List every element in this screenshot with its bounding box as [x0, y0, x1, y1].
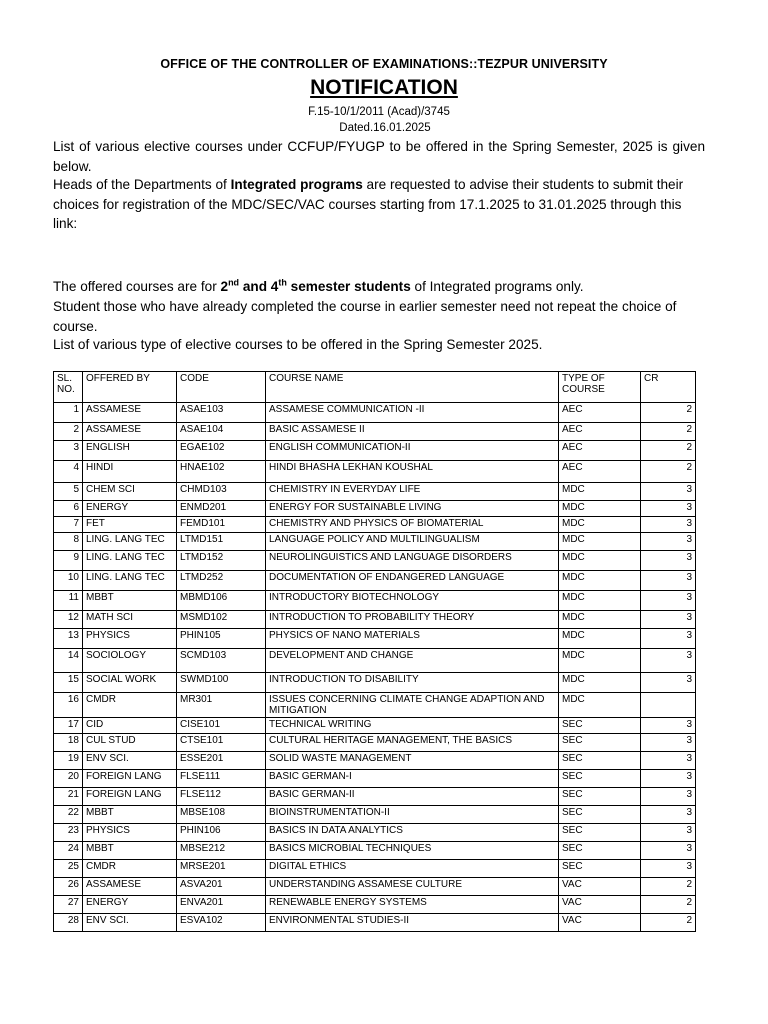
cell-credits: 3 — [641, 673, 696, 693]
semester-2-suffix: nd — [228, 277, 240, 288]
semester-2-number: 2 — [220, 279, 229, 294]
table-row — [54, 693, 696, 718]
cell-code: MBSE108 — [177, 806, 266, 824]
cell-credits: 3 — [641, 517, 696, 533]
cell-offered-by: SOCIAL WORK — [83, 673, 177, 693]
table-row — [54, 461, 696, 483]
table-row — [54, 403, 696, 423]
cell-sl-no: 18 — [54, 734, 83, 752]
table-row — [54, 423, 696, 441]
cell-course-name: DEVELOPMENT AND CHANGE — [266, 649, 559, 673]
cell-sl-no: 10 — [54, 571, 83, 591]
cell-credits: 3 — [641, 842, 696, 860]
table-row — [54, 806, 696, 824]
semester-and: and — [239, 279, 271, 294]
cell-type: SEC — [559, 842, 641, 860]
cell-code: MBMD106 — [177, 591, 266, 611]
cell-course-name: DOCUMENTATION OF ENDANGERED LANGUAGE — [266, 571, 559, 591]
cell-sl-no: 7 — [54, 517, 83, 533]
notification-title-text: NOTIFICATION — [310, 76, 458, 99]
cell-credits: 3 — [641, 770, 696, 788]
cell-code: PHIN105 — [177, 629, 266, 649]
cell-sl-no: 8 — [54, 533, 83, 551]
cell-credits: 3 — [641, 611, 696, 629]
cell-course-name: INTRODUCTION TO PROBABILITY THEORY — [266, 611, 559, 629]
cell-code: MSMD102 — [177, 611, 266, 629]
cell-sl-no: 14 — [54, 649, 83, 673]
table-row — [54, 629, 696, 649]
cell-credits — [641, 693, 696, 718]
cell-credits: 2 — [641, 441, 696, 461]
cell-offered-by: PHYSICS — [83, 629, 177, 649]
table-row — [54, 533, 696, 551]
cell-offered-by: MBBT — [83, 591, 177, 611]
courses-table — [53, 371, 696, 932]
table-row — [54, 501, 696, 517]
cell-course-name: PHYSICS OF NANO MATERIALS — [266, 629, 559, 649]
cell-credits: 2 — [641, 403, 696, 423]
cell-sl-no: 19 — [54, 752, 83, 770]
list-intro-paragraph: List of various type of elective courses to be offered in the Spring Semester 2025. — [53, 337, 543, 352]
cell-credits: 2 — [641, 423, 696, 441]
table-row — [54, 673, 696, 693]
cell-type: MDC — [559, 611, 641, 629]
cell-offered-by: CUL STUD — [83, 734, 177, 752]
cell-credits: 3 — [641, 483, 696, 501]
cell-sl-no: 12 — [54, 611, 83, 629]
cell-offered-by: ENERGY — [83, 896, 177, 914]
cell-sl-no: 16 — [54, 693, 83, 718]
cell-sl-no: 11 — [54, 591, 83, 611]
cell-credits: 2 — [641, 461, 696, 483]
semester-4-number: 4 — [270, 279, 279, 294]
table-row — [54, 752, 696, 770]
cell-sl-no: 22 — [54, 806, 83, 824]
reference-number: F.15-10/1/2011 (Acad)/3745 — [308, 106, 450, 118]
cell-credits: 3 — [641, 860, 696, 878]
cell-credits: 2 — [641, 914, 696, 932]
office-heading: OFFICE OF THE CONTROLLER OF EXAMINATIONS::TEZPUR UNIVERSITY — [160, 57, 608, 71]
cell-course-name: CHEMISTRY IN EVERYDAY LIFE — [266, 483, 559, 501]
cell-offered-by: ASSAMESE — [83, 403, 177, 423]
cell-code: LTMD252 — [177, 571, 266, 591]
cell-type: MDC — [559, 533, 641, 551]
cell-code: MRSE201 — [177, 860, 266, 878]
cell-course-name: ENERGY FOR SUSTAINABLE LIVING — [266, 501, 559, 517]
cell-course-name: ENGLISH COMMUNICATION-II — [266, 441, 559, 461]
table-row — [54, 896, 696, 914]
cell-credits: 3 — [641, 824, 696, 842]
table-row — [54, 718, 696, 734]
cell-offered-by: CID — [83, 718, 177, 734]
cell-sl-no: 23 — [54, 824, 83, 842]
table-header-row — [54, 372, 696, 403]
cell-code: ESSE201 — [177, 752, 266, 770]
cell-course-name: BASIC GERMAN-I — [266, 770, 559, 788]
cell-type: VAC — [559, 896, 641, 914]
cell-type: SEC — [559, 860, 641, 878]
cell-code: ASAE104 — [177, 423, 266, 441]
semester-2 — [221, 279, 411, 294]
cell-offered-by: FOREIGN LANG — [83, 770, 177, 788]
cell-type: AEC — [559, 403, 641, 423]
cell-course-name: ASSAMESE COMMUNICATION -II — [266, 403, 559, 423]
table-row — [54, 483, 696, 501]
cell-credits: 3 — [641, 718, 696, 734]
table-row — [54, 914, 696, 932]
cell-type: AEC — [559, 461, 641, 483]
cell-type: VAC — [559, 914, 641, 932]
cell-course-name: UNDERSTANDING ASSAMESE CULTURE — [266, 878, 559, 896]
cell-type: MDC — [559, 693, 641, 718]
cell-credits: 3 — [641, 788, 696, 806]
repeat-note-paragraph: Student those who have already completed the course in earlier semester need not repeat the choice of course. — [53, 299, 677, 334]
cell-offered-by: LING. LANG TEC — [83, 571, 177, 591]
cell-code: ASVA201 — [177, 878, 266, 896]
cell-type: AEC — [559, 423, 641, 441]
cell-course-name: BASIC GERMAN-II — [266, 788, 559, 806]
table-row — [54, 824, 696, 842]
cell-code: FLSE112 — [177, 788, 266, 806]
cell-code: CTSE101 — [177, 734, 266, 752]
cell-offered-by: CHEM SCI — [83, 483, 177, 501]
cell-sl-no: 9 — [54, 551, 83, 571]
semester-4-suffix: th — [278, 277, 287, 288]
cell-course-name: CHEMISTRY AND PHYSICS OF BIOMATERIAL — [266, 517, 559, 533]
cell-type: SEC — [559, 806, 641, 824]
header-course-name: COURSE NAME — [266, 372, 559, 403]
eligibility-prefix: The offered courses are for — [53, 279, 221, 294]
cell-offered-by: CMDR — [83, 860, 177, 878]
table-row — [54, 649, 696, 673]
cell-credits: 3 — [641, 752, 696, 770]
cell-sl-no: 20 — [54, 770, 83, 788]
cell-credits: 3 — [641, 571, 696, 591]
cell-code: ESVA102 — [177, 914, 266, 932]
cell-code: LTMD151 — [177, 533, 266, 551]
eligibility-suffix: of Integrated programs only. — [410, 279, 584, 294]
cell-type: AEC — [559, 441, 641, 461]
cell-code: FEMD101 — [177, 517, 266, 533]
eligibility-paragraph — [53, 277, 705, 297]
cell-type: MDC — [559, 649, 641, 673]
cell-course-name: DIGITAL ETHICS — [266, 860, 559, 878]
cell-course-name: LANGUAGE POLICY AND MULTILINGUALISM — [266, 533, 559, 551]
cell-type: SEC — [559, 824, 641, 842]
cell-type: MDC — [559, 501, 641, 517]
cell-sl-no: 15 — [54, 673, 83, 693]
cell-credits: 3 — [641, 649, 696, 673]
notification-title — [0, 76, 768, 100]
cell-code: HNAE102 — [177, 461, 266, 483]
table-row — [54, 611, 696, 629]
cell-sl-no: 1 — [54, 403, 83, 423]
cell-code: PHIN106 — [177, 824, 266, 842]
cell-type: MDC — [559, 517, 641, 533]
table-row — [54, 517, 696, 533]
table-row — [54, 734, 696, 752]
instruction-suffix: are requested to advise their students to submit their choices for registration of the MDC/SEC/VAC courses starting from 17.1.2025 to 31.01.2025 through this link: — [53, 177, 684, 231]
cell-sl-no: 26 — [54, 878, 83, 896]
table-row — [54, 571, 696, 591]
table-row — [54, 551, 696, 571]
cell-offered-by: ENGLISH — [83, 441, 177, 461]
cell-course-name: CULTURAL HERITAGE MANAGEMENT, THE BASICS — [266, 734, 559, 752]
header-offered-by: OFFERED BY — [83, 372, 177, 403]
header-code: CODE — [177, 372, 266, 403]
cell-type: MDC — [559, 629, 641, 649]
cell-code: ASAE103 — [177, 403, 266, 423]
cell-course-name: HINDI BHASHA LEKHAN KOUSHAL — [266, 461, 559, 483]
cell-offered-by: FET — [83, 517, 177, 533]
cell-course-name: BASICS IN DATA ANALYTICS — [266, 824, 559, 842]
cell-course-name: RENEWABLE ENERGY SYSTEMS — [266, 896, 559, 914]
cell-offered-by: ENV SCI. — [83, 914, 177, 932]
table-row — [54, 860, 696, 878]
header-sl-no: SL. NO. — [54, 372, 83, 403]
instruction-prefix: Heads of the Departments of — [53, 177, 231, 192]
cell-course-name: ENVIRONMENTAL STUDIES-II — [266, 914, 559, 932]
instruction-paragraph — [53, 175, 705, 234]
cell-code: CHMD103 — [177, 483, 266, 501]
cell-sl-no: 25 — [54, 860, 83, 878]
cell-sl-no: 2 — [54, 423, 83, 441]
cell-sl-no: 6 — [54, 501, 83, 517]
cell-offered-by: SOCIOLOGY — [83, 649, 177, 673]
cell-sl-no: 4 — [54, 461, 83, 483]
cell-offered-by: CMDR — [83, 693, 177, 718]
cell-offered-by: MBBT — [83, 806, 177, 824]
cell-credits: 2 — [641, 896, 696, 914]
intro-paragraph: List of various elective courses under CCFUP/FYUGP to be offered in the Spring Semester, 2025 is given below. — [53, 139, 705, 174]
table-row — [54, 878, 696, 896]
cell-code: MBSE212 — [177, 842, 266, 860]
cell-offered-by: ASSAMESE — [83, 878, 177, 896]
cell-sl-no: 3 — [54, 441, 83, 461]
cell-code: LTMD152 — [177, 551, 266, 571]
cell-course-name: BASIC ASSAMESE II — [266, 423, 559, 441]
cell-type: MDC — [559, 673, 641, 693]
cell-type: MDC — [559, 571, 641, 591]
table-row — [54, 842, 696, 860]
cell-sl-no: 24 — [54, 842, 83, 860]
cell-code: MR301 — [177, 693, 266, 718]
cell-offered-by: ENV SCI. — [83, 752, 177, 770]
cell-course-name: NEUROLINGUISTICS AND LANGUAGE DISORDERS — [266, 551, 559, 571]
cell-credits: 3 — [641, 501, 696, 517]
cell-course-name: TECHNICAL WRITING — [266, 718, 559, 734]
cell-offered-by: ENERGY — [83, 501, 177, 517]
cell-sl-no: 13 — [54, 629, 83, 649]
table-row — [54, 591, 696, 611]
cell-course-name: BIOINSTRUMENTATION-II — [266, 806, 559, 824]
cell-course-name: BASICS MICROBIAL TECHNIQUES — [266, 842, 559, 860]
cell-sl-no: 5 — [54, 483, 83, 501]
cell-sl-no: 27 — [54, 896, 83, 914]
cell-type: SEC — [559, 752, 641, 770]
cell-credits: 3 — [641, 806, 696, 824]
table-row — [54, 770, 696, 788]
cell-sl-no: 21 — [54, 788, 83, 806]
cell-course-name: ISSUES CONCERNING CLIMATE CHANGE ADAPTION AND MITIGATION — [266, 693, 559, 718]
notice-date: Dated.16.01.2025 — [339, 122, 431, 134]
cell-type: SEC — [559, 734, 641, 752]
cell-credits: 3 — [641, 734, 696, 752]
cell-sl-no: 17 — [54, 718, 83, 734]
cell-code: FLSE111 — [177, 770, 266, 788]
table-row — [54, 441, 696, 461]
cell-credits: 3 — [641, 551, 696, 571]
cell-offered-by: MATH SCI — [83, 611, 177, 629]
cell-code: SWMD100 — [177, 673, 266, 693]
cell-type: MDC — [559, 551, 641, 571]
cell-type: VAC — [559, 878, 641, 896]
cell-type: MDC — [559, 483, 641, 501]
cell-type: MDC — [559, 591, 641, 611]
cell-offered-by: MBBT — [83, 842, 177, 860]
cell-course-name: SOLID WASTE MANAGEMENT — [266, 752, 559, 770]
cell-type: SEC — [559, 788, 641, 806]
cell-code: SCMD103 — [177, 649, 266, 673]
cell-credits: 3 — [641, 629, 696, 649]
cell-type: SEC — [559, 718, 641, 734]
cell-offered-by: LING. LANG TEC — [83, 533, 177, 551]
cell-credits: 3 — [641, 533, 696, 551]
cell-code: CISE101 — [177, 718, 266, 734]
header-credits: CR — [641, 372, 696, 403]
cell-code: ENMD201 — [177, 501, 266, 517]
cell-course-name: INTRODUCTORY BIOTECHNOLOGY — [266, 591, 559, 611]
cell-offered-by: FOREIGN LANG — [83, 788, 177, 806]
instruction-highlight: Integrated programs — [230, 177, 363, 192]
cell-offered-by: PHYSICS — [83, 824, 177, 842]
cell-offered-by: HINDI — [83, 461, 177, 483]
cell-code: ENVA201 — [177, 896, 266, 914]
semester-students: semester students — [286, 279, 411, 294]
header-type-of-course: TYPE OF COURSE — [559, 372, 641, 403]
cell-offered-by: ASSAMESE — [83, 423, 177, 441]
cell-course-name: INTRODUCTION TO DISABILITY — [266, 673, 559, 693]
cell-credits: 3 — [641, 591, 696, 611]
table-row — [54, 788, 696, 806]
cell-type: SEC — [559, 770, 641, 788]
cell-code: EGAE102 — [177, 441, 266, 461]
cell-sl-no: 28 — [54, 914, 83, 932]
cell-offered-by: LING. LANG TEC — [83, 551, 177, 571]
cell-credits: 2 — [641, 878, 696, 896]
